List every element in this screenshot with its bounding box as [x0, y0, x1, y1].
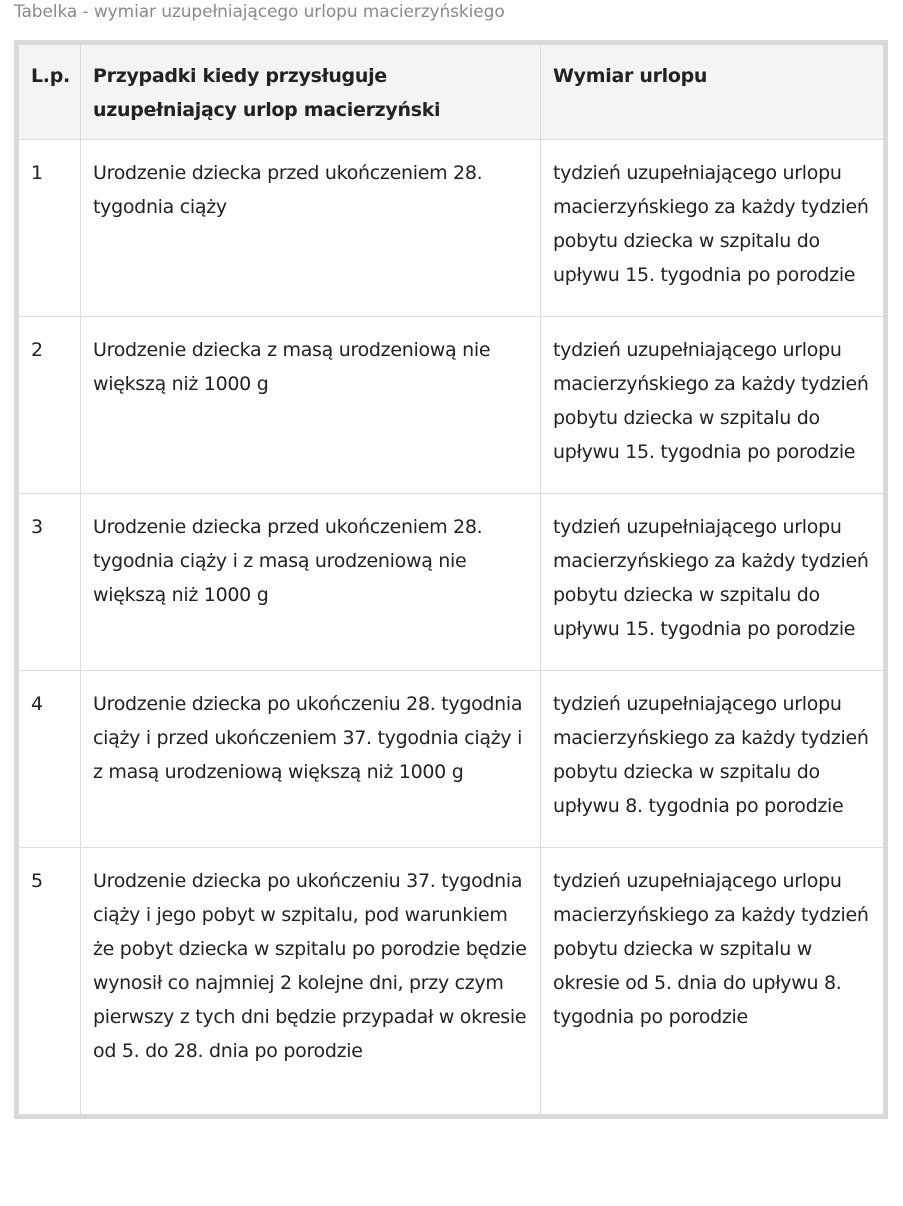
cell-lp: 4 — [19, 671, 81, 848]
header-leave: Wymiar urlopu — [541, 45, 884, 140]
cell-case: Urodzenie dziecka po ukończeniu 37. tygodnia ciąży i jego pobyt w szpitalu, pod warunkiem że pobyt dziecka w szpitalu po porodzie będzie wynosił co najmniej 2 kolejne dni, przy czym pierwszy z tych dni będzie przypadał w okresie od 5. do 28. dnia po porodzie — [81, 848, 541, 1115]
cell-case: Urodzenie dziecka przed ukończeniem 28. tygodnia ciąży i z masą urodzeniową nie większą niż 1000 g — [81, 494, 541, 671]
table-row — [19, 671, 884, 848]
cell-leave: tydzień uzupełniającego urlopu macierzyńskiego za każdy tydzień pobytu dziecka w szpitalu w okresie od 5. dnia do upływu 8. tygodnia po porodzie — [541, 848, 884, 1115]
cell-leave: tydzień uzupełniającego urlopu macierzyńskiego za każdy tydzień pobytu dziecka w szpitalu do upływu 15. tygodnia po porodzie — [541, 494, 884, 671]
cell-leave: tydzień uzupełniającego urlopu macierzyńskiego za każdy tydzień pobytu dziecka w szpitalu do upływu 15. tygodnia po porodzie — [541, 140, 884, 317]
cell-lp: 5 — [19, 848, 81, 1115]
cell-lp: 3 — [19, 494, 81, 671]
cell-lp: 1 — [19, 140, 81, 317]
table-caption: Tabelka - wymiar uzupełniającego urlopu macierzyńskiego — [14, 2, 505, 22]
cell-case: Urodzenie dziecka z masą urodzeniową nie większą niż 1000 g — [81, 317, 541, 494]
header-lp: L.p. — [19, 45, 81, 140]
table-row — [19, 848, 884, 1115]
leave-table — [18, 44, 884, 1115]
cell-leave: tydzień uzupełniającego urlopu macierzyńskiego za każdy tydzień pobytu dziecka w szpitalu do upływu 15. tygodnia po porodzie — [541, 317, 884, 494]
table-row — [19, 140, 884, 317]
cell-case: Urodzenie dziecka po ukończeniu 28. tygodnia ciąży i przed ukończeniem 37. tygodnia ciąży i z masą urodzeniową większą niż 1000 g — [81, 671, 541, 848]
table-row — [19, 317, 884, 494]
cell-leave: tydzień uzupełniającego urlopu macierzyńskiego za każdy tydzień pobytu dziecka w szpitalu do upływu 8. tygodnia po porodzie — [541, 671, 884, 848]
cell-case: Urodzenie dziecka przed ukończeniem 28. tygodnia ciąży — [81, 140, 541, 317]
table-header-row — [19, 45, 884, 140]
table-row — [19, 494, 884, 671]
header-case: Przypadki kiedy przysługuje uzupełniający urlop macierzyński — [81, 45, 541, 140]
cell-lp: 2 — [19, 317, 81, 494]
leave-table-container — [14, 40, 888, 1119]
